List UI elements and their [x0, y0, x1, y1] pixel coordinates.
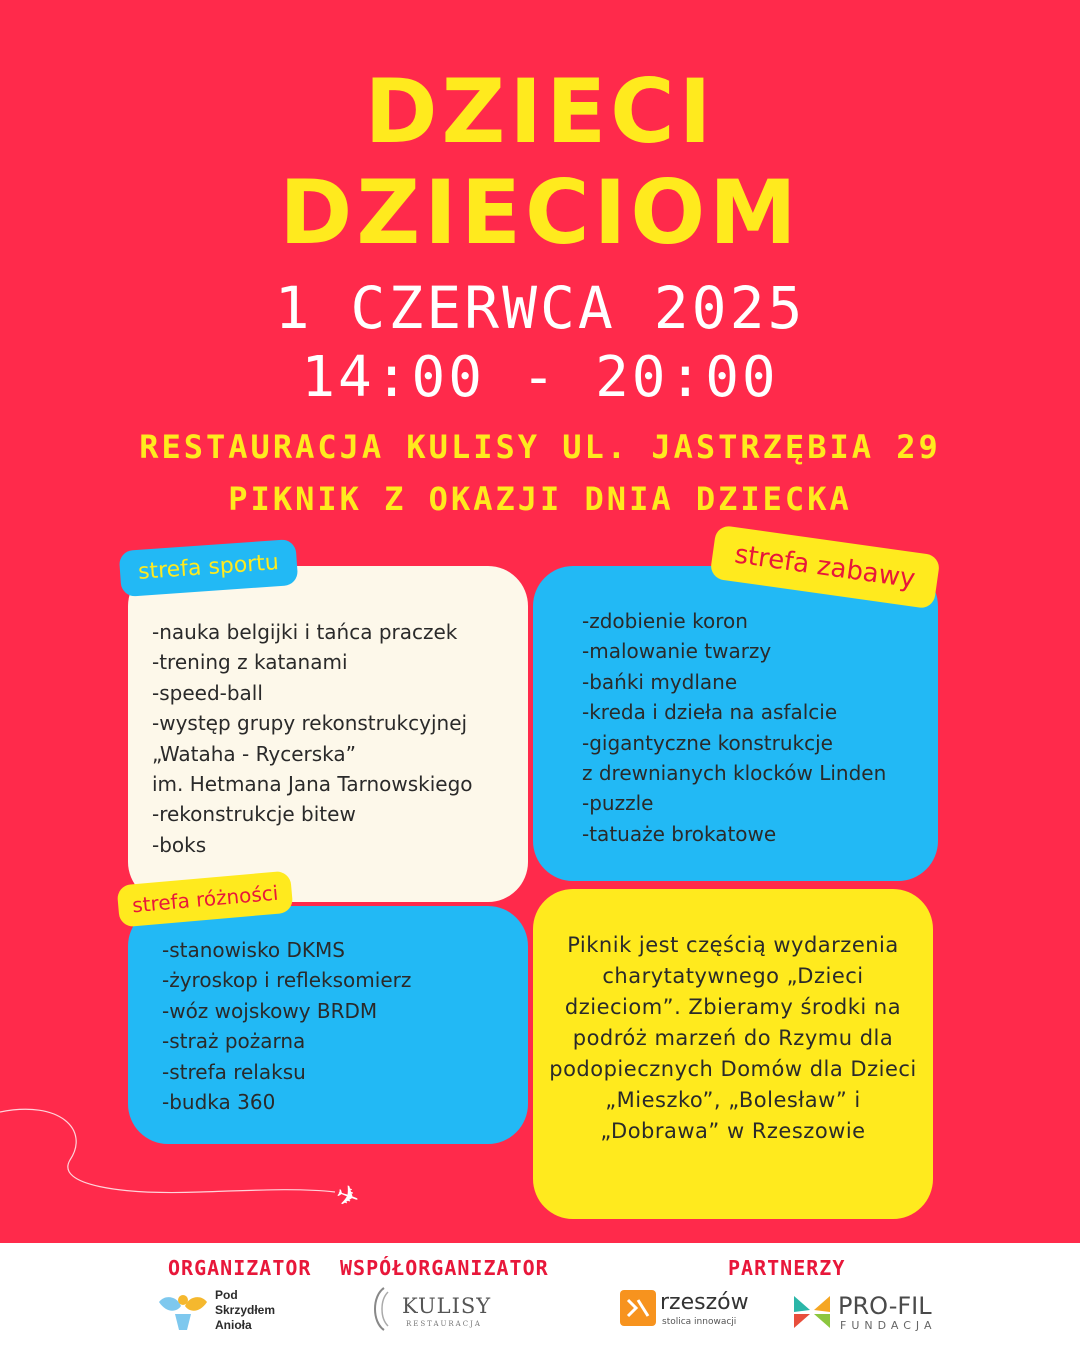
rzeszow-logo-icon	[620, 1290, 656, 1326]
venue-address: RESTAURACJA KULISY UL. JASTRZĘBIA 29	[139, 428, 941, 466]
list-item: z drewnianych klocków Linden	[582, 761, 887, 786]
charity-info-text: Piknik jest częścią wydarzenia charytatywnego „Dzieci dzieciom”. Zbieramy środki na podróż marzeń do Rzymu dla podopiecznych Domów dla Dzieci „Mieszko”, „Bolesław” i „Dobrawa” w Rzeszowie	[549, 933, 917, 1143]
list-item: -budka 360	[162, 1090, 276, 1115]
list-item: -trening z katanami	[152, 650, 348, 675]
angel-logo	[155, 1288, 295, 1336]
list-item: -zdobienie koron	[582, 609, 748, 633]
coorganizer-label: WSPÓŁORGANIZATOR	[340, 1256, 549, 1280]
list-item: im. Hetmana Jana Tarnowskiego	[152, 772, 473, 797]
list-item: „Wataha - Rycerska”	[152, 741, 357, 766]
kulisy-logo-subtext: RESTAURACJA	[406, 1320, 482, 1328]
organizer-label: ORGANIZATOR	[168, 1256, 312, 1280]
kulisy-logo	[366, 1286, 496, 1336]
list-item: -strefa relaksu	[162, 1059, 306, 1084]
rzeszow-logo-text: rzeszów	[660, 1290, 749, 1315]
angel-logo-icon	[155, 1288, 211, 1332]
profil-logo	[792, 1292, 962, 1336]
sport-zone-tag: strefa sportu	[119, 539, 299, 597]
list-item: -tatuaże brokatowe	[582, 821, 777, 846]
partners-label: PARTNERZY	[728, 1256, 846, 1280]
list-item: -malowanie twarzy	[582, 639, 772, 664]
list-item: -straż pożarna	[162, 1029, 306, 1054]
list-item: -rekonstrukcje bitew	[152, 802, 356, 827]
list-item: -występ grupy rekonstrukcyjnej	[152, 711, 468, 736]
kulisy-logo-icon	[366, 1286, 400, 1332]
angel-logo-text: Pod Skrzydłem Anioła	[215, 1288, 276, 1332]
kulisy-logo-text: KULISY	[402, 1294, 492, 1318]
fun-zone-list	[582, 606, 886, 849]
title-line-1: DZIECI	[364, 60, 716, 163]
rzeszow-logo-subtext: stolica innowacji	[662, 1317, 737, 1327]
profil-logo-subtext: FUNDACJA	[840, 1319, 937, 1332]
list-item: -boks	[152, 832, 207, 857]
flight-path-decoration	[0, 1100, 360, 1210]
profil-logo-icon	[792, 1292, 832, 1332]
list-item: -kreda i dzieła na asfalcie	[582, 700, 838, 725]
sport-zone-list	[152, 617, 473, 860]
misc-zone-list	[162, 935, 411, 1117]
title-line-2: DZIECIOM	[279, 161, 801, 264]
list-item: -bańki mydlane	[582, 669, 738, 694]
airplane-icon: ✈	[331, 1176, 365, 1217]
profil-logo-text: PRO-FIL	[838, 1292, 932, 1320]
event-date: 1 CZERWCA 2025	[274, 274, 806, 342]
list-item: -gigantyczne konstrukcje	[582, 730, 833, 755]
rzeszow-logo	[620, 1290, 760, 1336]
list-item: -puzzle	[582, 791, 654, 816]
list-item: -speed-ball	[152, 680, 263, 705]
misc-zone-tag: strefa różności	[117, 870, 294, 927]
fun-zone-tag: strefa zabawy	[709, 525, 940, 610]
list-item: -żyroskop i refleksomierz	[162, 968, 412, 993]
list-item: -nauka belgijki i tańca praczek	[152, 620, 458, 644]
list-item: -stanowisko DKMS	[162, 938, 345, 962]
list-item: -wóz wojskowy BRDM	[162, 998, 378, 1023]
event-subtitle: PIKNIK Z OKAZJI DNIA DZIECKA	[228, 480, 852, 518]
event-time: 14:00 - 20:00	[301, 345, 779, 410]
